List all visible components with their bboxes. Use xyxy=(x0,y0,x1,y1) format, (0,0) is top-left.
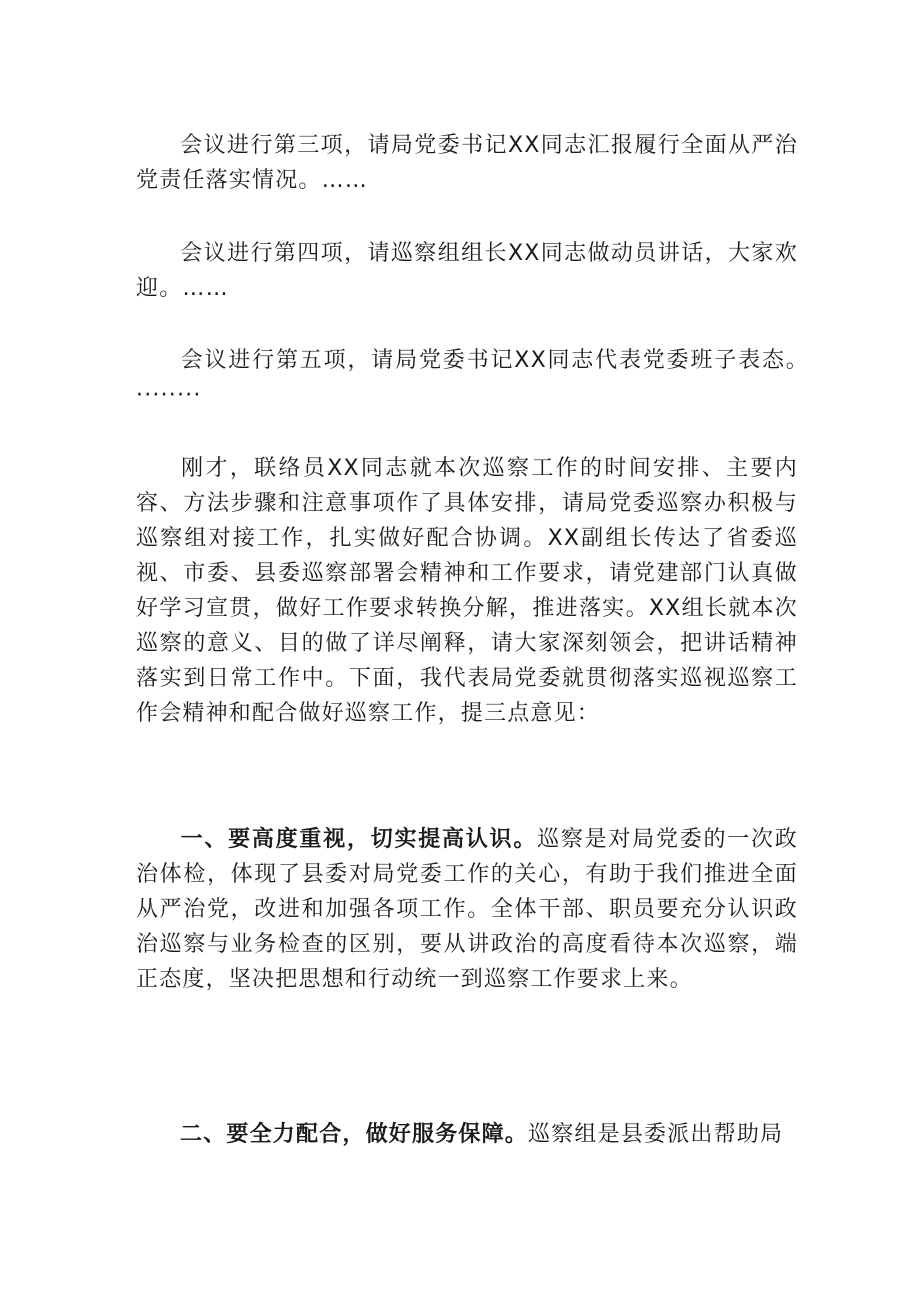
paragraph-text: 会议进行第四项，请巡察组组长XX同志做动员讲话，大家欢迎。…… xyxy=(136,241,798,301)
paragraph-item-3 xyxy=(136,128,798,198)
paragraph-text: 刚才，联络员XX同志就本次巡察工作的时间安排、主要内容、方法步骤和注意事项作了具体安排，请局党委巡察办积极与巡察组对接工作，扎实做好配合协调。XX副组长传达了省委巡视、市委、县委巡察部署会精神和工作要求，请党建部门认真做好学习宣贯，做好工作要求转换分解，推进落实。XX组长就本次巡察的意义、目的做了详尽阐释，请大家深刻领会，把讲话精神落实到日常工作中。下面，我代表局党委就贯彻落实巡视巡察工作会精神和配合做好巡察工作，提三点意见： xyxy=(136,456,798,726)
paragraph-item-5 xyxy=(136,343,798,413)
paragraph-heading: 一、要高度重视，切实提高认识。 xyxy=(180,827,538,852)
paragraph-text: 会议进行第五项，请局党委书记XX同志代表党委班子表态。········ xyxy=(136,348,798,408)
paragraph-text: 巡察是对局党委的一次政治体检，体现了县委对局党委工作的关心，有助于我们推进全面从严治党，改进和加强各项工作。全体干部、职员要充分认识政治巡察与业务检查的区别，要从讲政治的高度看待本次巡察，端正态度，坚决把思想和行动统一到巡察工作要求上来。 xyxy=(136,827,798,992)
paragraph-summary xyxy=(136,451,798,731)
paragraph-point-two xyxy=(136,1117,798,1152)
paragraph-point-one xyxy=(136,822,798,997)
paragraph-heading: 二、要全力配合，做好服务保障。 xyxy=(180,1122,529,1147)
paragraph-text: 巡察组是县委派出帮助局 xyxy=(528,1122,784,1147)
paragraph-text: 会议进行第三项，请局党委书记XX同志汇报履行全面从严治党责任落实情况。…… xyxy=(136,133,798,193)
paragraph-item-4 xyxy=(136,236,798,306)
